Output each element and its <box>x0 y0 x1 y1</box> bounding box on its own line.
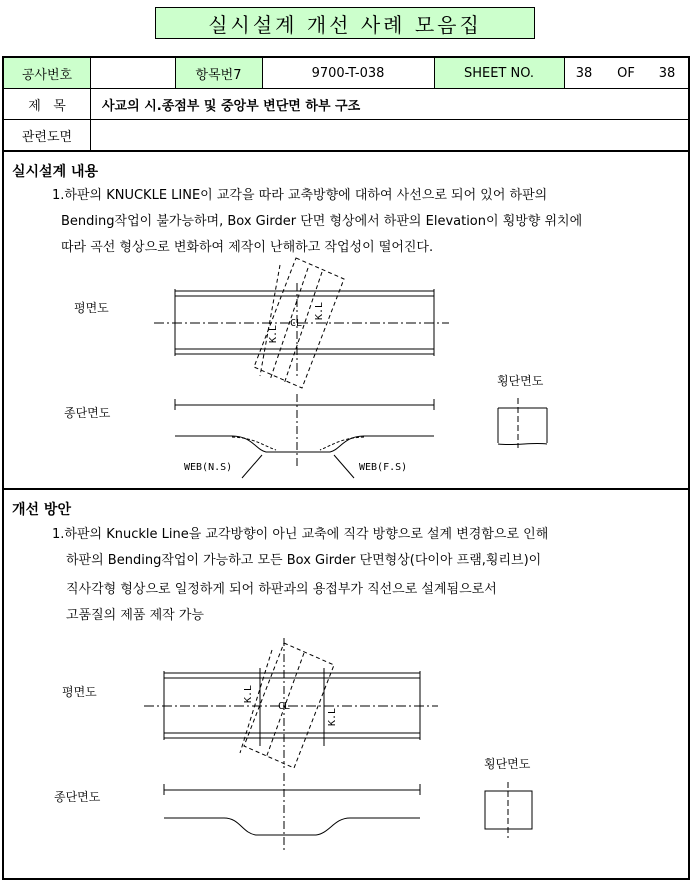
s2-cross-section <box>485 782 532 838</box>
item-no-value: 9700-T-038 <box>311 65 385 81</box>
item-no-label: 항목번7 <box>175 58 262 88</box>
sheet-of: OF <box>617 65 635 81</box>
subject-label: 제 목 <box>28 98 66 114</box>
section1-line: 따라 곡선 형상으로 변화하여 제작이 난해하고 작업성이 떨어진다. <box>61 240 434 255</box>
sheet-frame <box>2 56 690 880</box>
web-ns-label: WEB(N.S) <box>184 462 233 473</box>
cross-section-label: 횡단면도 <box>484 757 531 771</box>
plan-view-label: 평면도 <box>74 301 109 315</box>
section2-line: 직사각형 형상으로 일정하게 되어 하판과의 용접부가 직선으로 설계됨으로서 <box>66 582 497 597</box>
s1-cross-section <box>498 398 547 448</box>
s1-kl-left: K.L <box>268 324 279 343</box>
sheet-no-label: SHEET NO. <box>434 58 564 88</box>
s2-profile-view <box>164 773 420 853</box>
section2-heading: 개선 방안 <box>12 502 71 518</box>
s2-kl-right: K.L <box>327 707 338 726</box>
section2-line: 고품질의 제품 제작 가능 <box>66 608 204 623</box>
section2-line: 1.하판의 Knuckle Line을 교각방향이 아닌 교축에 직각 방향으로 설계 변경함으로 인해 <box>52 527 549 542</box>
section2-line: 하판의 Bending작업이 가능하고 모든 Box Girder 단면형상(다이아 프램,횡리브)이 <box>66 553 542 568</box>
document-title: 실시설계 개선 사례 모음집 <box>155 7 535 39</box>
cross-section-label: 횡단면도 <box>497 374 544 388</box>
s1-kl-right: K.L <box>314 301 325 320</box>
drawing-label: 관련도면 <box>21 129 73 145</box>
project-no-label: 공사번호 <box>4 58 90 88</box>
profile-view-label: 종단면도 <box>64 406 111 420</box>
sheet-current: 38 <box>575 65 593 81</box>
section1-line: 1.하판의 KNUCKLE LINE이 교각을 따라 교축방향에 대하여 사선으로 되어 있어 하판의 <box>52 188 548 203</box>
profile-view-label: 종단면도 <box>54 790 101 804</box>
sheet-total: 38 <box>658 65 676 81</box>
section1-heading: 실시설계 내용 <box>12 164 99 180</box>
drawing-canvas <box>4 58 692 882</box>
s1-cl: CL <box>290 318 303 329</box>
s2-kl-left: K.L <box>243 684 254 703</box>
s2-plan-view <box>144 638 438 768</box>
web-fs-label: WEB(F.S) <box>359 462 408 473</box>
s2-cl: CL <box>278 701 291 712</box>
subject-value: 사교의 시.종점부 및 중앙부 변단면 하부 구조 <box>102 98 361 114</box>
section1-line: Bending작업이 불가능하며, Box Girder 단면 형상에서 하판의 Elevation이 횡방향 위치에 <box>61 214 583 229</box>
plan-view-label: 평면도 <box>62 685 97 699</box>
